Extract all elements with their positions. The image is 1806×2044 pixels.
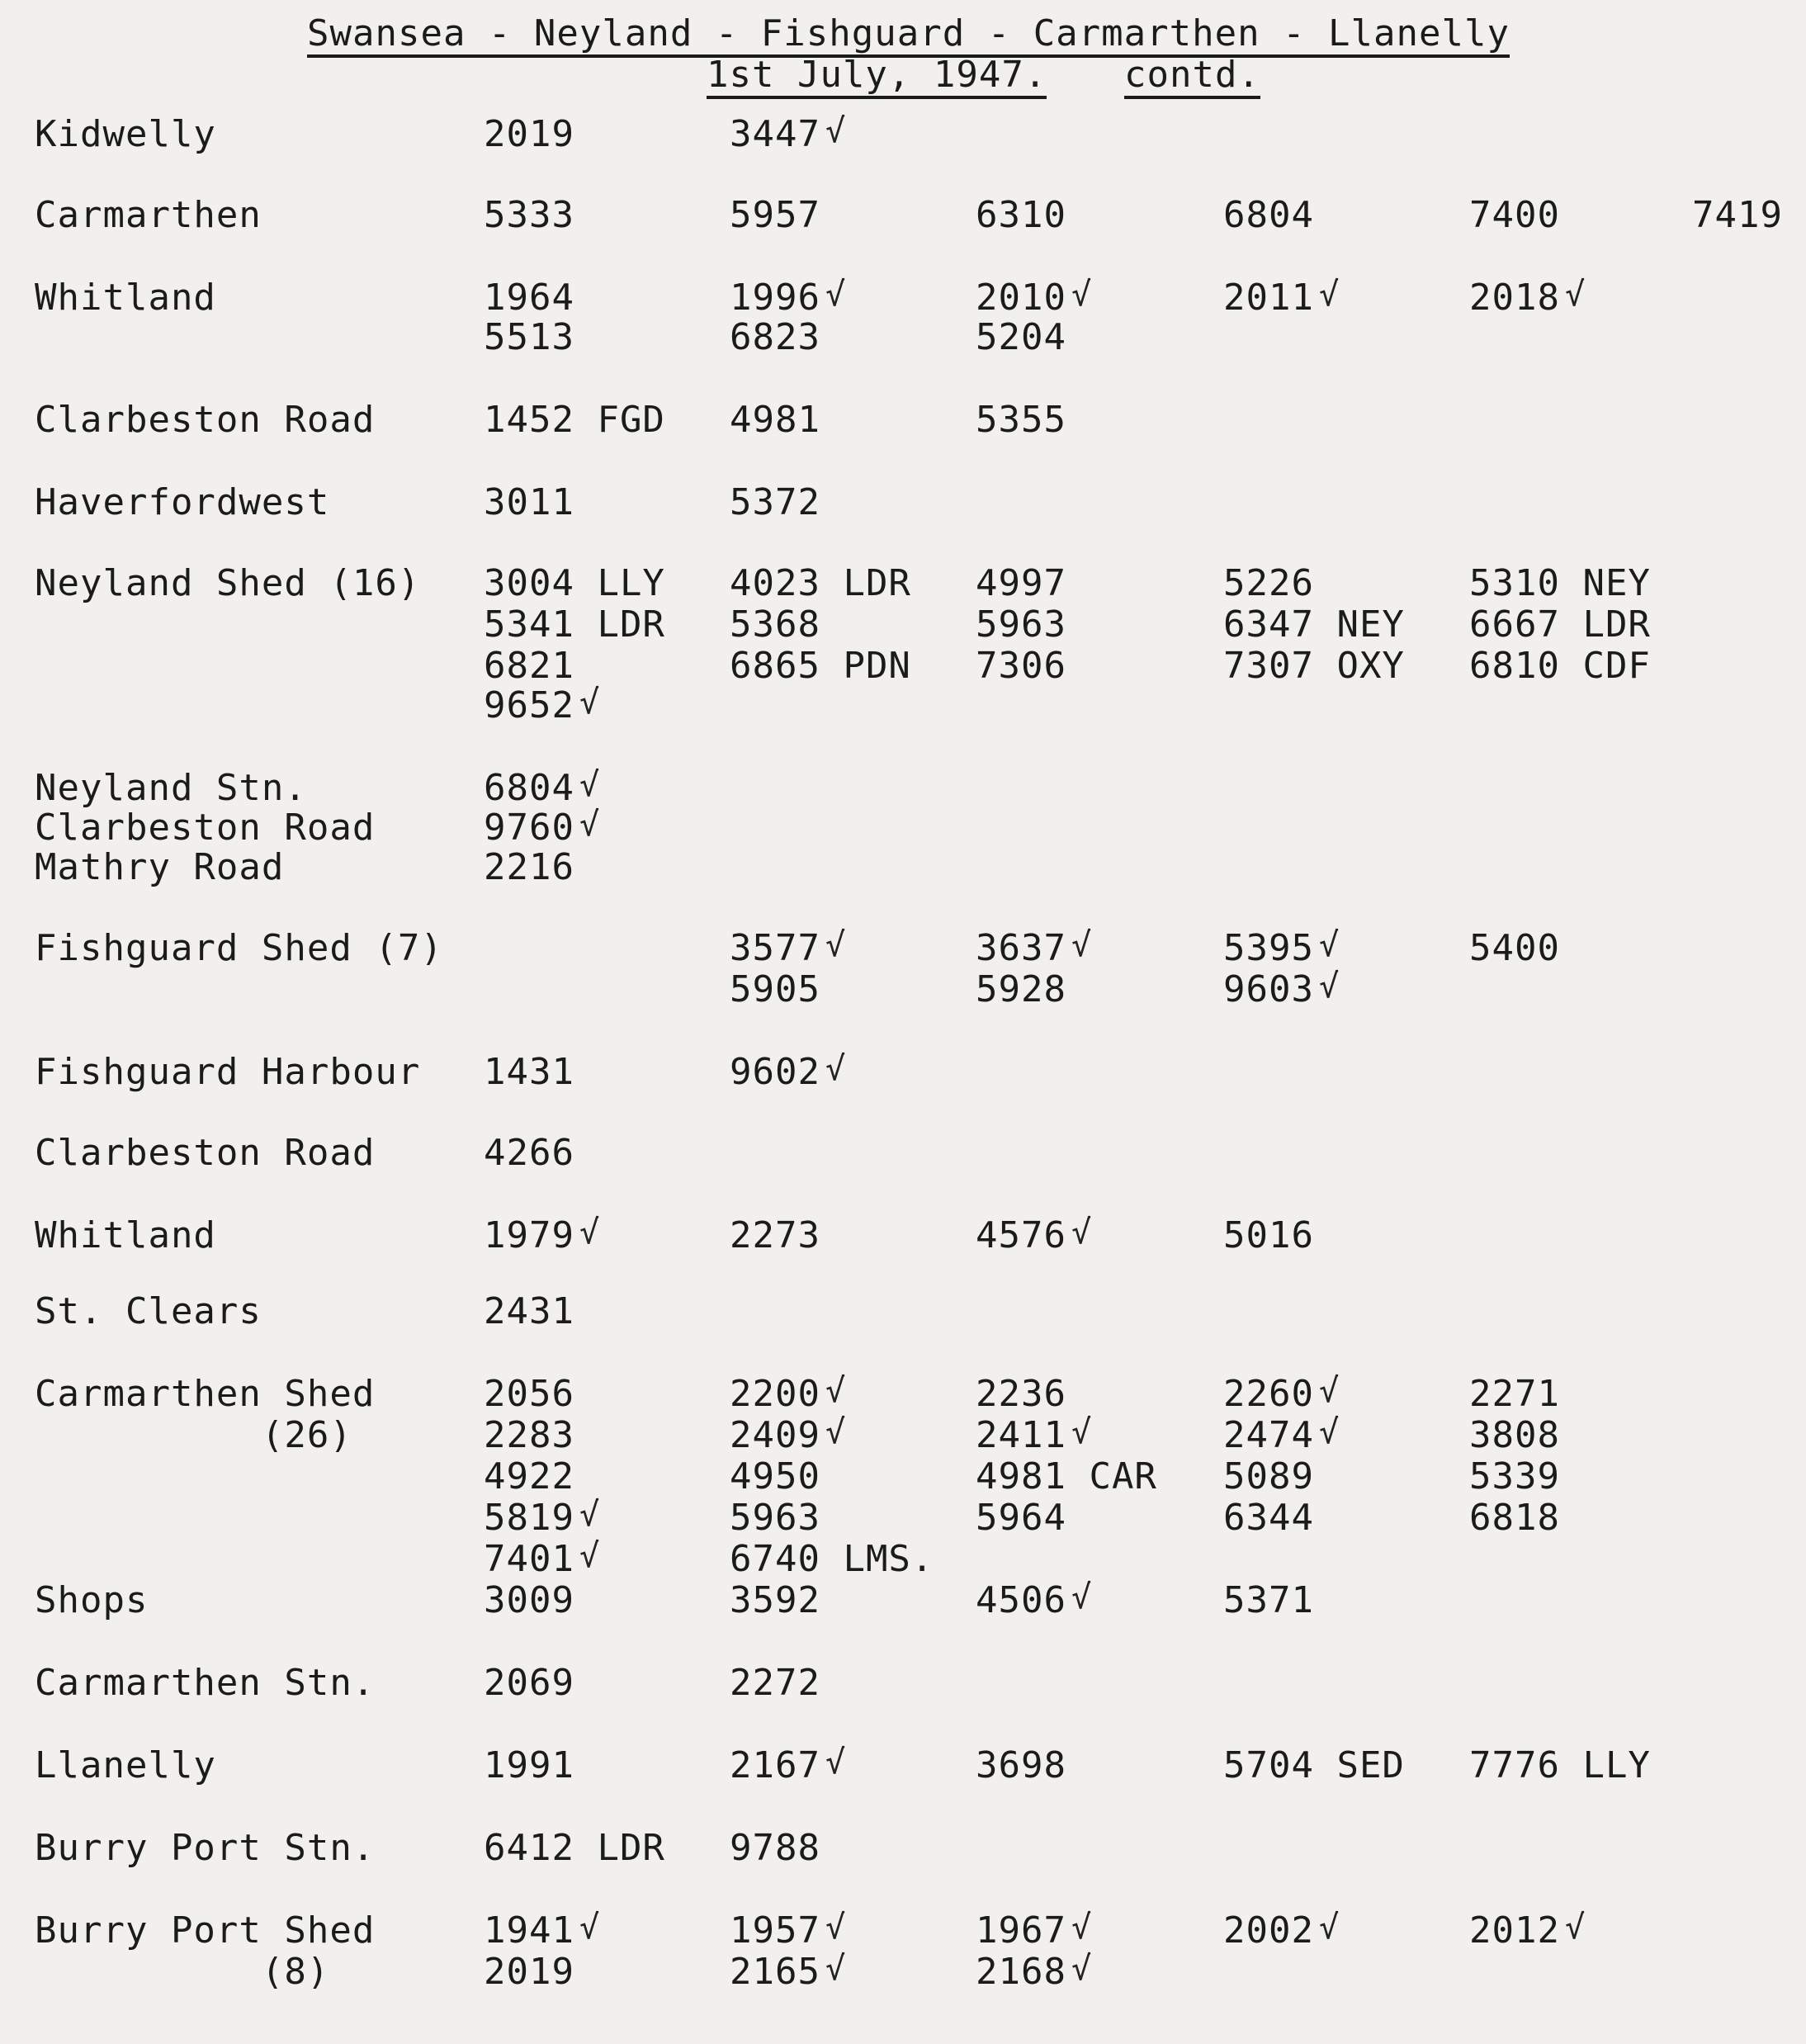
cell-text: 9652 [484,684,574,726]
cell-text: 7400 [1469,194,1560,236]
list-row [0,1456,1806,1498]
cell-text: 4981 CAR [976,1455,1157,1498]
cell-text: 5513 [484,316,574,358]
cell-text: 3637 [976,927,1066,969]
list-row [0,1539,1806,1580]
cell-text: 7776 LLY [1469,1744,1651,1786]
cell-text: 6818 [1469,1497,1560,1539]
cell-text: 6412 LDR [484,1827,665,1869]
cell-text: 3698 [976,1744,1066,1786]
cell-text: 1941 [484,1909,574,1952]
cell-text: 5355 [976,399,1066,441]
list-row [0,1052,1806,1093]
checkmark-icon: √ [1565,276,1586,314]
cell-text: 1957 [730,1909,820,1952]
cell-text: 7419 [1692,194,1783,236]
cell-text: Haverfordwest [35,481,330,523]
checkmark-icon: √ [825,1413,847,1451]
cell-text: 6344 [1223,1497,1314,1539]
cell-text: 2167 [730,1744,820,1786]
checkmark-icon: √ [579,806,601,844]
cell-text: 2165 [730,1951,820,1993]
cell-text: 1964 [484,277,574,319]
cell-text: 2409 [730,1414,820,1456]
cell-text: 2019 [484,1951,574,1993]
list-row [0,1580,1806,1621]
cell-text: 1991 [484,1744,574,1786]
cell-text: 7307 OXY [1223,645,1405,687]
checkmark-icon: √ [579,1909,601,1947]
checkmark-icon: √ [825,1950,847,1988]
cell-text: 3447 [730,113,820,155]
cell-text: 2273 [730,1214,820,1256]
cell-text: 5341 LDR [484,603,665,646]
cell-text: 5204 [976,316,1066,358]
cell-text: 5016 [1223,1214,1314,1256]
cell-text: 5372 [730,481,820,523]
list-row [0,1215,1806,1256]
list-row [0,969,1806,1010]
cell-text: 4266 [484,1132,574,1174]
cell-text: 4950 [730,1455,820,1498]
cell-text: 9602 [730,1051,820,1093]
cell-text: 2216 [484,846,574,888]
list-row [0,482,1806,523]
list-row [0,400,1806,441]
cell-text: Burry Port Shed [35,1909,376,1952]
cell-text: 5963 [730,1497,820,1539]
cell-text: 5310 NEY [1469,562,1651,604]
cell-text: 1979 [484,1214,574,1256]
cell-text: 6804 [1223,194,1314,236]
cell-text: 7306 [976,645,1066,687]
cell-text: 6347 NEY [1223,603,1405,646]
document-date: 1st July, 1947. [707,56,1047,99]
cell-text: 2431 [484,1290,574,1332]
cell-text: 6865 PDN [730,645,911,687]
cell-text: Neyland Shed (16) [35,562,421,604]
cell-text: 2002 [1223,1909,1314,1952]
cell-text: Mathry Road [35,846,285,888]
checkmark-icon: √ [1319,926,1340,964]
cell-text: 6667 LDR [1469,603,1651,646]
list-row [0,604,1806,646]
cell-text: 2411 [976,1414,1066,1456]
cell-text: 6740 LMS. [730,1538,934,1580]
list-row [0,317,1806,358]
cell-text: 5339 [1469,1455,1560,1498]
cell-text: 2271 [1469,1373,1560,1415]
checkmark-icon: √ [825,1744,847,1781]
list-row [0,928,1806,969]
cell-text: 1967 [976,1909,1066,1952]
cell-text: 5368 [730,603,820,646]
document-title: Swansea - Neyland - Fishguard - Carmarthen - Llanelly [307,15,1510,58]
list-row [0,1498,1806,1539]
cell-text: 6810 CDF [1469,645,1651,687]
cell-text: 6823 [730,316,820,358]
cell-text: 3808 [1469,1414,1560,1456]
cell-text: Fishguard Shed (7) [35,927,443,969]
list-row [0,685,1806,726]
cell-text: Clarbeston Road [35,399,376,441]
cell-text: 9788 [730,1827,820,1869]
list-row [0,195,1806,236]
checkmark-icon: √ [1319,276,1340,314]
cell-text: 1452 FGD [484,399,665,441]
cell-text: 2012 [1469,1909,1560,1952]
cell-text: 2474 [1223,1414,1314,1456]
checkmark-icon: √ [825,1050,847,1088]
cell-text: 2010 [976,277,1066,319]
checkmark-icon: √ [1319,1909,1340,1947]
cell-text: 2011 [1223,277,1314,319]
cell-text: 4997 [976,562,1066,604]
cell-text: 5704 SED [1223,1744,1405,1786]
checkmark-icon: √ [1071,1214,1093,1251]
cell-text: 4576 [976,1214,1066,1256]
cell-text: 2056 [484,1373,574,1415]
checkmark-icon: √ [825,1909,847,1947]
cell-text: 3577 [730,927,820,969]
checkmark-icon: √ [1071,1909,1093,1947]
cell-text: 5957 [730,194,820,236]
cell-text: Whitland [35,1214,216,1256]
checkmark-icon: √ [579,684,601,722]
cell-text: 5395 [1223,927,1314,969]
cell-text: 5089 [1223,1455,1314,1498]
cell-text: 5226 [1223,562,1314,604]
checkmark-icon: √ [1071,1950,1093,1988]
list-row [0,1415,1806,1456]
cell-text: 4981 [730,399,820,441]
checkmark-icon: √ [579,1214,601,1251]
cell-text: Burry Port Stn. [35,1827,376,1869]
cell-text: 6821 [484,645,574,687]
list-row [0,1910,1806,1952]
cell-text: Carmarthen [35,194,262,236]
cell-text: 5964 [976,1497,1066,1539]
cell-text: (26) [35,1414,352,1456]
cell-text: 5905 [730,968,820,1010]
cell-text: 2200 [730,1373,820,1415]
checkmark-icon: √ [1071,1413,1093,1451]
checkmark-icon: √ [579,766,601,804]
cell-text: 9603 [1223,968,1314,1010]
cell-text: Whitland [35,277,216,319]
list-row [0,277,1806,319]
cell-text: St. Clears [35,1290,262,1332]
cell-text: Neyland Stn. [35,767,307,809]
cell-text: 5333 [484,194,574,236]
cell-text: Clarbeston Road [35,807,376,849]
cell-text: 4922 [484,1455,574,1498]
cell-text: 2283 [484,1414,574,1456]
checkmark-icon: √ [1319,968,1340,1005]
list-row [0,114,1806,155]
list-row [0,807,1806,849]
cell-text: 5963 [976,603,1066,646]
checkmark-icon: √ [579,1496,601,1534]
list-row [0,646,1806,687]
list-row [0,563,1806,604]
checkmark-icon: √ [1319,1413,1340,1451]
list-row [0,847,1806,888]
checkmark-icon: √ [1319,1372,1340,1410]
cell-text: Shops [35,1579,149,1621]
cell-text: 5819 [484,1497,574,1539]
checkmark-icon: √ [1071,276,1093,314]
checkmark-icon: √ [825,112,847,150]
checkmark-icon: √ [579,1537,601,1575]
cell-text: 2168 [976,1951,1066,1993]
cell-text: 2272 [730,1662,820,1704]
cell-text: 5928 [976,968,1066,1010]
cell-text: 2236 [976,1373,1066,1415]
cell-text: Fishguard Harbour [35,1051,421,1093]
checkmark-icon: √ [825,1372,847,1410]
cell-text: 4506 [976,1579,1066,1621]
continued-label: contd. [1124,56,1260,99]
cell-text: 2019 [484,113,574,155]
list-row [0,1952,1806,1993]
checkmark-icon: √ [1071,926,1093,964]
cell-text: 3009 [484,1579,574,1621]
cell-text: 5371 [1223,1579,1314,1621]
cell-text: 4023 LDR [730,562,911,604]
cell-text: 3011 [484,481,574,523]
cell-text: 5400 [1469,927,1560,969]
list-row [0,1745,1806,1786]
cell-text: Carmarthen Stn. [35,1662,376,1704]
cell-text: 2069 [484,1662,574,1704]
cell-text: 3592 [730,1579,820,1621]
cell-text: 1996 [730,277,820,319]
checkmark-icon: √ [1071,1578,1093,1616]
cell-text: Carmarthen Shed [35,1373,376,1415]
cell-text: 2260 [1223,1373,1314,1415]
cell-text: 1431 [484,1051,574,1093]
list-row [0,1828,1806,1869]
checkmark-icon: √ [1565,1909,1586,1947]
cell-text: Clarbeston Road [35,1132,376,1174]
cell-text: (8) [35,1951,330,1993]
checkmark-icon: √ [825,926,847,964]
cell-text: 2018 [1469,277,1560,319]
cell-text: 9760 [484,807,574,849]
cell-text: Llanelly [35,1744,216,1786]
list-row [0,1291,1806,1332]
list-row [0,1663,1806,1704]
cell-text: 6804 [484,767,574,809]
list-row [0,768,1806,809]
list-row [0,1374,1806,1415]
cell-text: 3004 LLY [484,562,665,604]
cell-text: 7401 [484,1538,574,1580]
checkmark-icon: √ [825,276,847,314]
cell-text: Kidwelly [35,113,216,155]
list-row [0,1133,1806,1174]
cell-text: 6310 [976,194,1066,236]
